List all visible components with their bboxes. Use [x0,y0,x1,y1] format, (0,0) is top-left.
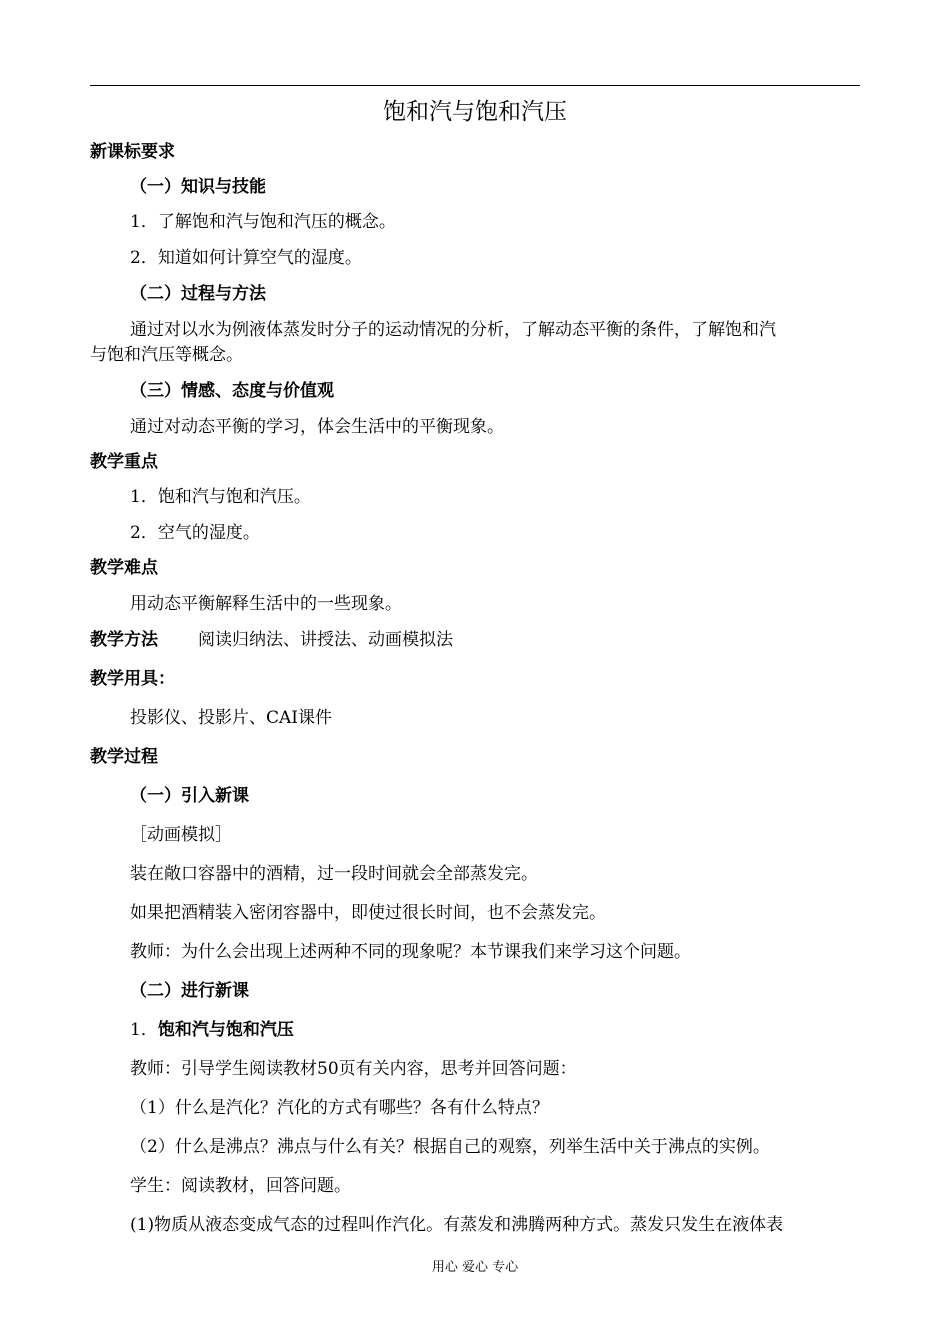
header-rule [90,85,860,86]
attitude-paragraph: 通过对动态平衡的学习，体会生活中的平衡现象。 [130,417,504,437]
page-footer: 用心 爱心 专心 [431,1260,519,1275]
teaching-process-heading: 教学过程 [90,747,158,767]
new-lesson-item-1 [130,1018,294,1042]
key-points-heading: 教学重点 [90,452,158,472]
requirements-heading: 新课标要求 [90,142,175,162]
difficulty-heading: 教学难点 [90,558,158,578]
animation-label: ［动画模拟］ [130,825,232,845]
teaching-tools-text: 投影仪、投影片、CAI课件 [130,708,332,728]
process-paragraph-line-2: 与饱和汽压等概念。 [90,345,243,365]
item-title: 饱和汽与饱和汽压 [157,1020,294,1040]
item-number: 1． [130,1020,158,1040]
new-lesson-heading: （二）进行新课 [130,981,249,1001]
question-2: （2）什么是沸点？沸点与什么有关？根据自己的观察，列举生活中关于沸点的实例。 [130,1137,770,1157]
answer-1: (1)物质从液态变成气态的过程叫作汽化。有蒸发和沸腾两种方式。蒸发只发生在液体表 [130,1215,784,1235]
knowledge-skills-heading: （一）知识与技能 [130,177,266,197]
question-1: （1）什么是汽化？汽化的方式有哪些？各有什么特点？ [130,1098,549,1118]
intro-paragraph-3: 教师：为什么会出现上述两种不同的现象呢？本节课我们来学习这个问题。 [130,942,691,962]
difficulty-paragraph: 用动态平衡解释生活中的一些现象。 [130,594,402,614]
teaching-method-text: 阅读归纳法、讲授法、动画模拟法 [198,630,453,650]
process-paragraph-line-1: 通过对以水为例液体蒸发时分子的运动情况的分析，了解动态平衡的条件，了解饱和汽 [130,320,776,340]
intro-paragraph-1: 装在敞口容器中的酒精，过一段时间就会全部蒸发完。 [130,864,538,884]
teaching-method-heading: 教学方法 [90,630,158,650]
teaching-tools-heading: 教学用具： [90,669,175,689]
key-point-1: 1．饱和汽与饱和汽压。 [130,487,311,507]
student-response: 学生：阅读教材，回答问题。 [130,1176,351,1196]
new-lesson-paragraph-1: 教师：引导学生阅读教材50页有关内容，思考并回答问题： [130,1059,577,1079]
attitude-values-heading: （三）情感、态度与价值观 [130,381,334,401]
knowledge-item-1: 1．了解饱和汽与饱和汽压的概念。 [130,212,396,232]
knowledge-item-2: 2．知道如何计算空气的湿度。 [130,248,362,268]
page-title: 饱和汽与饱和汽压 [383,99,567,125]
intro-paragraph-2: 如果把酒精装入密闭容器中，即使过很长时间，也不会蒸发完。 [130,903,606,923]
intro-heading: （一）引入新课 [130,786,249,806]
process-method-heading: （二）过程与方法 [130,284,266,304]
key-point-2: 2．空气的湿度。 [130,523,260,543]
